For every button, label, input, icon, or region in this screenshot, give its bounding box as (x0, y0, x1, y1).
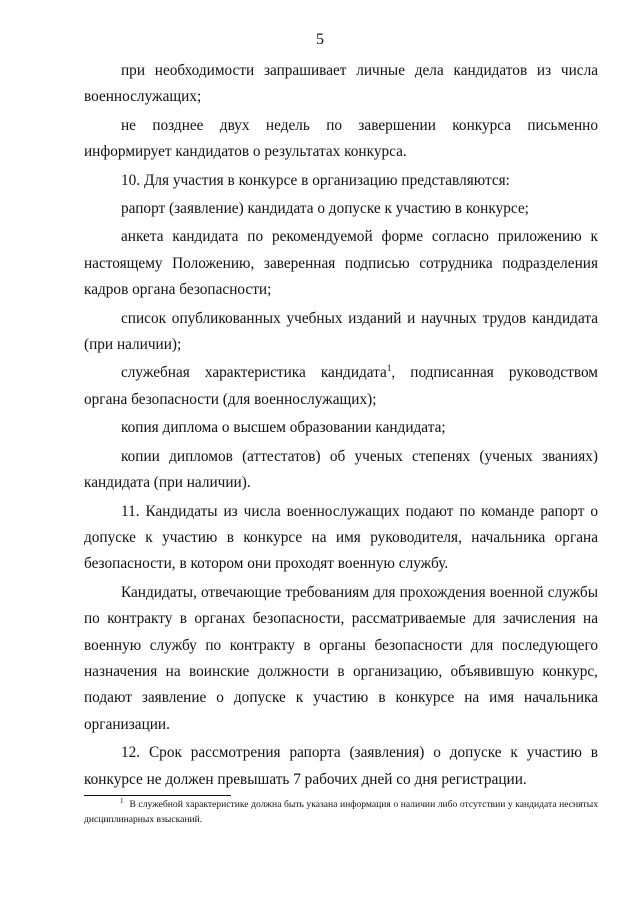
paragraph-text: , подписанная руководством органа безопасности (для военнослужащих); (84, 364, 598, 408)
paragraph: не позднее двух недель по завершении конкурса письменно информирует кандидатов о результатах конкурса. (84, 116, 598, 161)
footnote-text: В служебной характеристике должна быть указана информация о наличии либо отсутствии у кандидата неснятых дисциплинарных взысканий. (84, 799, 598, 825)
paragraph: 12. Срок рассмотрения рапорта (заявления) о допуске к участию в конкурсе не должен превышать 7 рабочих дней со дня регистрации. (84, 744, 598, 788)
footnote-separator (84, 795, 231, 796)
paragraph: при необходимости запрашивает личные дела кандидатов из числа военнослужащих; (84, 62, 598, 106)
paragraph: Кандидаты, отвечающие требованиям для прохождения военной службы по контракту в органах безопасности, рассматриваемые для зачисления на военную службу по контракту в органы безопасности для последующего назначения на воинские должности в организацию, объявившую конкурс, подают заявление о допуске к участию в конкурсе на имя начальника организации. (84, 583, 598, 733)
page-number: 5 (316, 31, 324, 48)
paragraph-text: служебная характеристика кандидата (121, 364, 387, 382)
document-body (84, 58, 598, 793)
footnote-reference[interactable]: 1 (386, 363, 392, 374)
paragraph: анкета кандидата по рекомендуемой форме согласно приложению к настоящему Положению, заверенная подписью сотрудника подразделения кадров органа безопасности; (84, 228, 598, 299)
paragraph: 10. Для участия в конкурсе в организацию представляются: (121, 171, 510, 189)
footnote-mark: 1 (120, 797, 124, 805)
paragraph: копии дипломов (аттестатов) об ученых степенях (ученых званиях) кандидата (при наличии). (84, 447, 598, 492)
paragraph: рапорт (заявление) кандидата о допуске к участию в конкурсе; (121, 200, 529, 218)
paragraph: список опубликованных учебных изданий и научных трудов кандидата (при наличии); (84, 309, 598, 354)
footnote (84, 797, 598, 827)
paragraph: 11. Кандидаты из числа военнослужащих подают по команде рапорт о допуске к участию в конкурсе на имя руководителя, начальника органа безопасности, в котором они проходят военную службу. (84, 502, 598, 573)
paragraph: копия диплома о высшем образовании кандидата; (121, 419, 446, 437)
paragraph-with-footnote-ref (84, 360, 598, 413)
